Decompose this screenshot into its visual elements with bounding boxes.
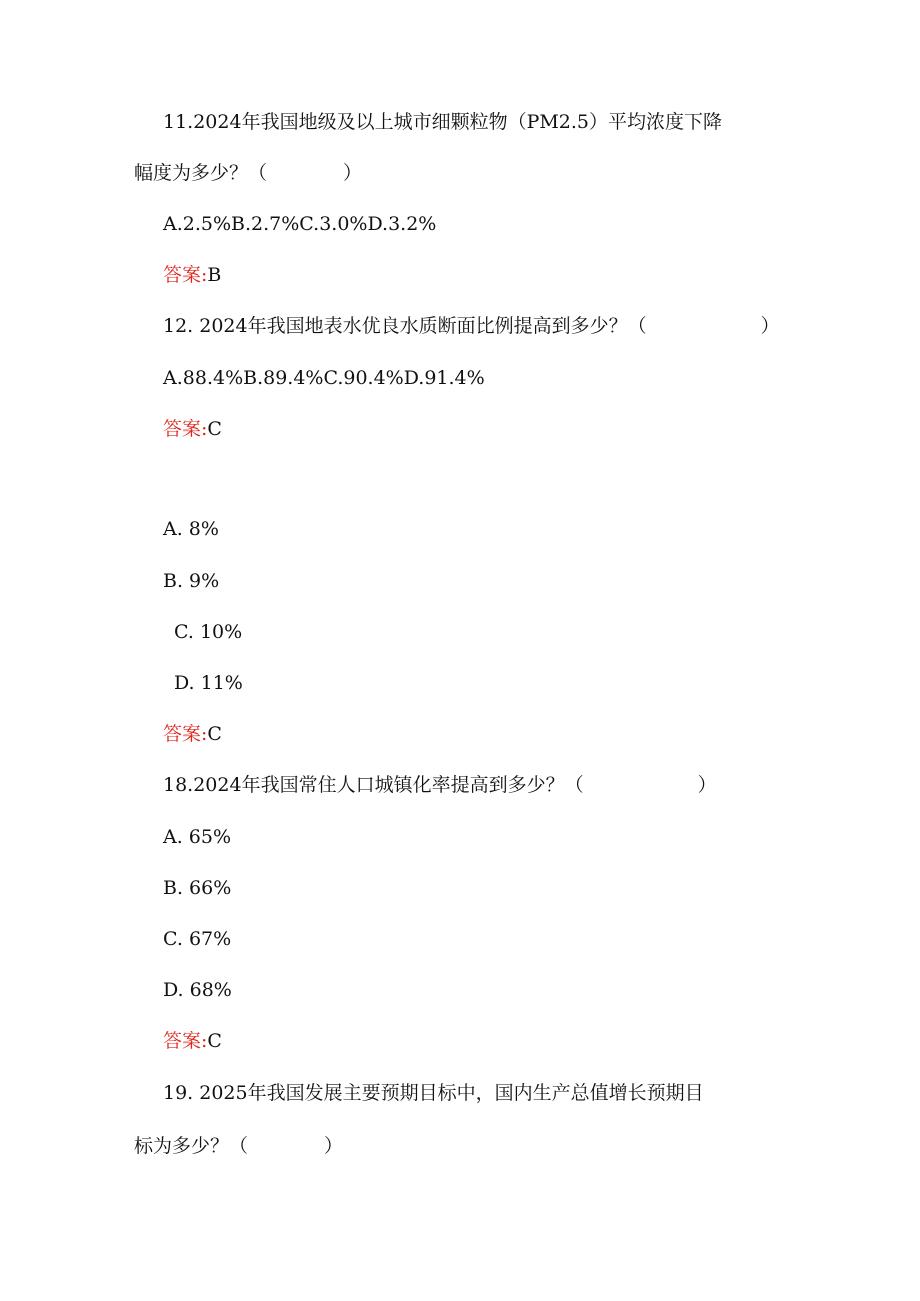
answer-value: B <box>207 264 222 286</box>
question-11-options: A.2.5%B.2.7%C.3.0%D.3.2% <box>163 213 437 235</box>
unnamed-question-answer <box>163 722 222 746</box>
question-11-answer <box>163 263 221 287</box>
question-18-option-b: B. 66% <box>163 877 232 899</box>
option-b: B. 9% <box>163 570 220 592</box>
question-12-text: 12. 2024年我国地表水优良水质断面比例提高到多少？（ ） <box>163 315 780 337</box>
question-18-answer <box>163 1029 222 1053</box>
question-11-text-line2: 幅度为多少？（ ） <box>134 162 363 184</box>
answer-label: 答案: <box>163 264 208 286</box>
answer-label: 答案: <box>163 418 208 440</box>
question-12-options: A.88.4%B.89.4%C.90.4%D.91.4% <box>163 367 485 389</box>
answer-value: C <box>207 1030 222 1052</box>
question-19-text-line2: 标为多少？（ ） <box>134 1135 344 1157</box>
option-c: C. 10% <box>174 621 243 643</box>
question-18-option-d: D. 68% <box>163 979 232 1001</box>
answer-value: C <box>207 723 222 745</box>
question-18-text: 18.2024年我国常住人口城镇化率提高到多少？（ ） <box>163 774 717 796</box>
question-18-option-a: A. 65% <box>163 826 232 848</box>
answer-value: C <box>207 418 222 440</box>
question-18-option-c: C. 67% <box>163 928 232 950</box>
question-19-text-line1: 19. 2025年我国发展主要预期目标中，国内生产总值增长预期目 <box>163 1082 704 1104</box>
answer-label: 答案: <box>163 1030 208 1052</box>
answer-label: 答案: <box>163 723 208 745</box>
question-12-answer <box>163 417 222 441</box>
option-a: A. 8% <box>163 518 219 540</box>
option-d: D. 11% <box>174 672 243 694</box>
question-11-text-line1: 11.2024年我国地级及以上城市细颗粒物（PM2.5）平均浓度下降 <box>163 111 723 133</box>
